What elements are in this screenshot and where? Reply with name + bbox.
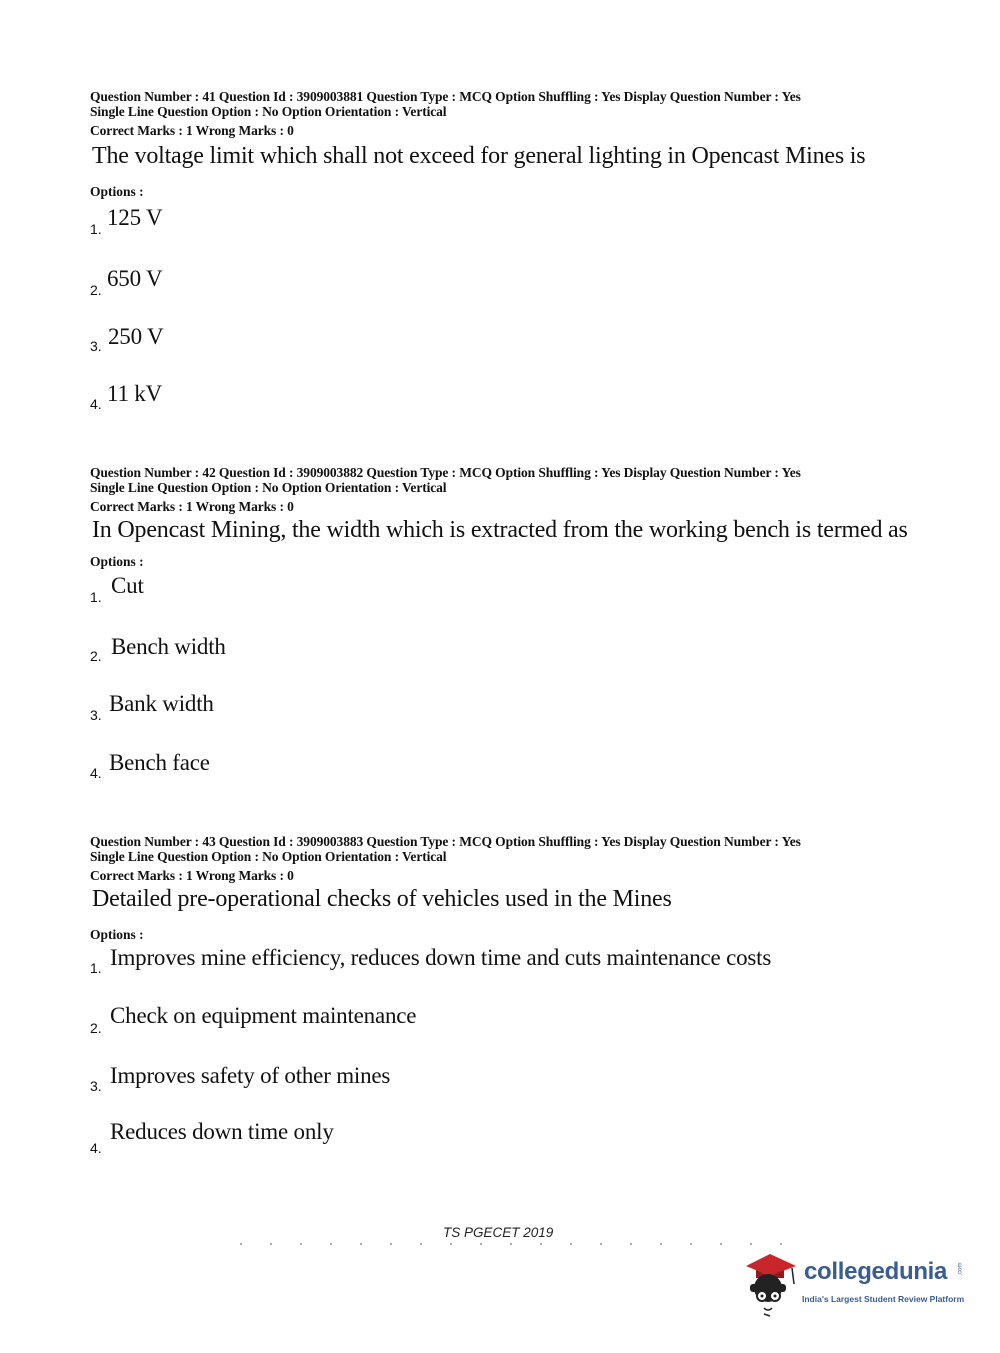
option-number: 3. — [90, 707, 102, 723]
option-number: 1. — [90, 589, 102, 605]
option-text: Cut — [111, 573, 144, 598]
option-number: 2. — [90, 648, 102, 664]
question-text: Detailed pre-operational checks of vehicles used in the Mines — [92, 886, 672, 912]
options-label: Options : — [90, 554, 144, 569]
logo-name: collegedunia — [804, 1258, 948, 1285]
collegedunia-logo — [740, 1248, 970, 1318]
question-text: In Opencast Mining, the width which is extracted from the working bench is termed as — [92, 517, 908, 543]
question-meta: Question Number : 42 Question Id : 3909003882 Question Type : MCQ Option Shuffling : Yes Display Question Number : Yes Single Line Question Option : No Option Orientation : Vertical — [90, 465, 801, 495]
footer-divider — [240, 1243, 800, 1245]
option-text: 650 V — [107, 266, 163, 291]
option-number: 2. — [90, 1020, 102, 1036]
option-text: 250 V — [108, 324, 164, 349]
option-number: 4. — [90, 1140, 102, 1156]
question-marks: Correct Marks : 1 Wrong Marks : 0 — [90, 499, 294, 514]
option-text: Bench face — [109, 750, 210, 775]
option-text: Check on equipment maintenance — [110, 1003, 417, 1028]
option-text: Improves safety of other mines — [110, 1063, 391, 1088]
question-marks: Correct Marks : 1 Wrong Marks : 0 — [90, 123, 294, 138]
options-label: Options : — [90, 184, 144, 199]
exam-footer: TS PGECET 2019 — [443, 1225, 554, 1240]
graduate-mascot-icon — [740, 1248, 802, 1318]
option-number: 1. — [90, 960, 102, 976]
options-label: Options : — [90, 927, 144, 942]
question-text: The voltage limit which shall not exceed for general lighting in Opencast Mines is — [92, 143, 866, 169]
option-text: Bench width — [111, 634, 226, 659]
option-number: 2. — [90, 282, 102, 298]
logo-tagline: India's Largest Student Review Platform — [802, 1294, 965, 1304]
option-number: 3. — [90, 1078, 102, 1094]
option-text: Improves mine efficiency, reduces down time and cuts maintenance costs — [110, 945, 772, 970]
option-text: 125 V — [107, 205, 163, 230]
option-number: 4. — [90, 765, 102, 781]
question-meta: Question Number : 41 Question Id : 3909003881 Question Type : MCQ Option Shuffling : Yes Display Question Number : Yes Single Line Question Option : No Option Orientation : Vertical — [90, 89, 801, 119]
option-text: Reduces down time only — [110, 1119, 334, 1144]
option-text: Bank width — [109, 691, 214, 716]
option-number: 4. — [90, 396, 102, 412]
option-number: 3. — [90, 338, 102, 354]
question-marks: Correct Marks : 1 Wrong Marks : 0 — [90, 868, 294, 883]
option-number: 1. — [90, 221, 102, 237]
option-text: 11 kV — [107, 381, 163, 406]
question-meta: Question Number : 43 Question Id : 3909003883 Question Type : MCQ Option Shuffling : Yes Display Question Number : Yes Single Line Question Option : No Option Orientation : Vertical — [90, 834, 801, 864]
logo-suffix: .com — [957, 1262, 964, 1276]
